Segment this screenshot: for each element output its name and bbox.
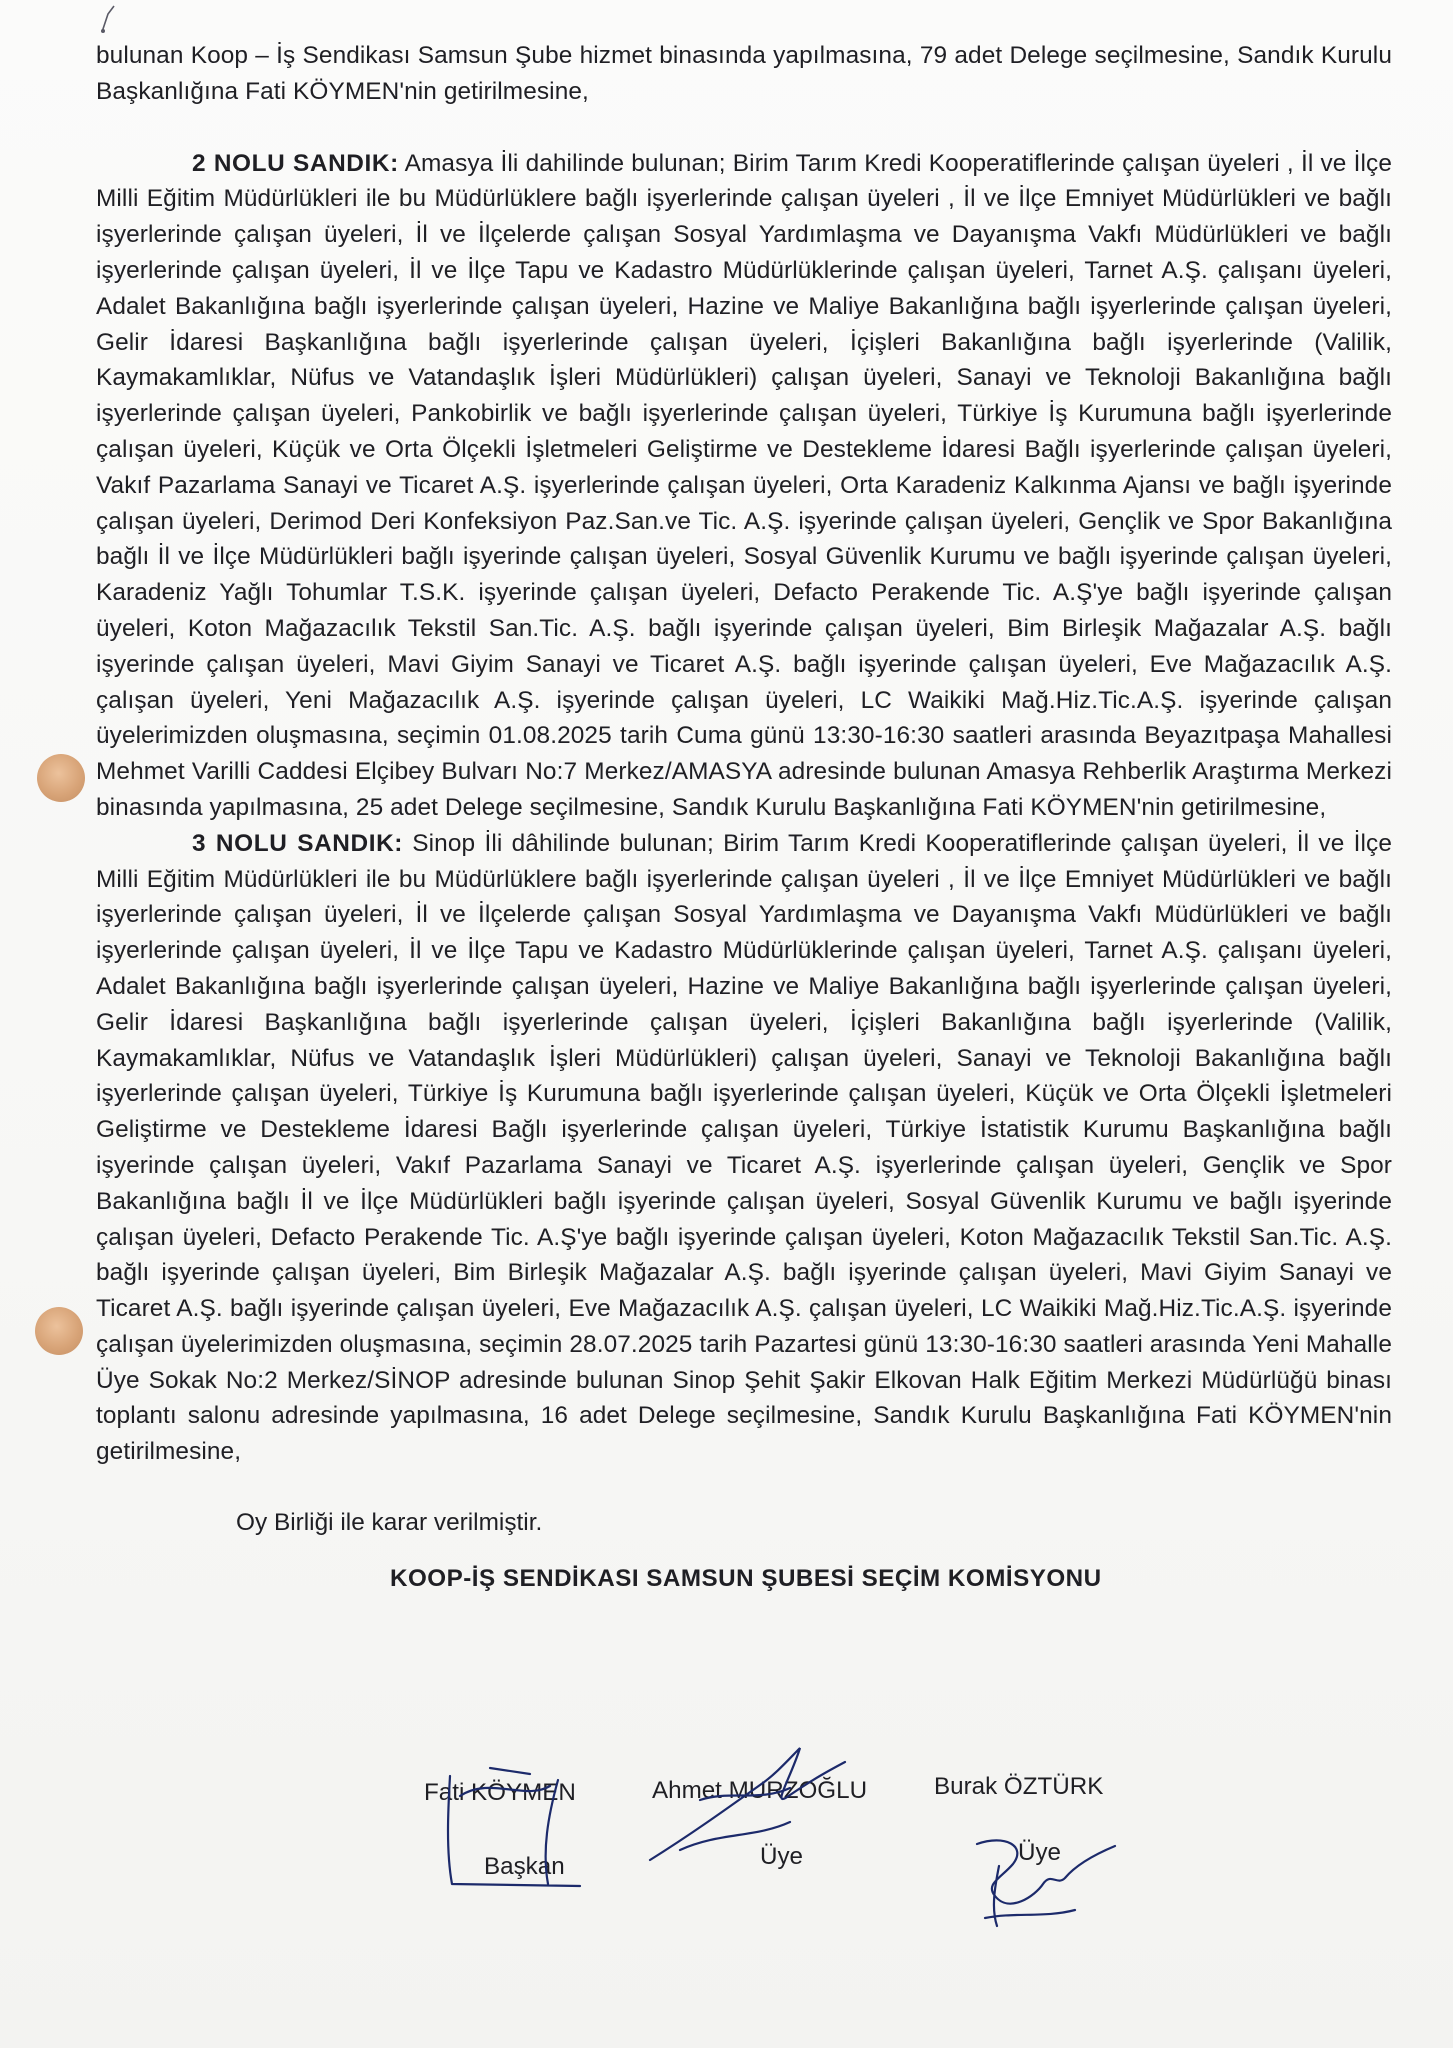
signatory-name: Fati KÖYMEN [424, 1779, 576, 1806]
signatory-role: Başkan [484, 1853, 565, 1880]
signature-scribble [965, 1826, 1125, 1936]
paragraph-continuation: bulunan Koop – İş Sendikası Samsun Şube hizmet binasında yapılmasına, 79 adet Delege seçilmesine, Sandık Kurulu Başkanlığına Fati KÖYMEN'nin getirilmesine, [96, 42, 1392, 105]
ballot-2-heading: 2 NOLU SANDIK: [192, 149, 399, 177]
punch-hole [35, 1307, 83, 1355]
ballot-3-heading: 3 NOLU SANDIK: [192, 829, 404, 857]
committee-title: KOOP-İŞ SENDİKASI SAMSUN ŞUBESİ SEÇİM KOMİSYONU [390, 1565, 1102, 1593]
punch-hole [37, 754, 85, 802]
pen-mark-icon [100, 4, 120, 34]
ballot-2-text: Amasya İli dahilinde bulunan; Birim Tarım Kredi Kooperatiflerinde çalışan üyeleri , İl ve İlçe Milli Eğitim Müdürlükleri ile bu Müdürlüklere bağlı işyerlerinde çalışan üyeleri , İl ve İlçe Emniyet Müdürlükleri ve bağlı işyerlerinde çalışan üyeleri, İl ve İlçelerde çalışan Sosyal Yardımlaşma ve Dayanışma Vakfı Müdürlükleri ve bağlı işyerlerinde çalışan üyeleri, İl ve İlçe Tapu ve Kadastro Müdürlüklerinde çalışan üyeleri, Tarnet A.Ş. çalışanı üyeleri, Adalet Bakanlığına bağlı işyerlerinde çalışan üyeleri, Hazine ve Maliye Bakanlığına bağlı işyerlerinde çalışan üyeleri, Gelir İdaresi Başkanlığına bağlı işyerlerinde çalışan üyeleri, İçişleri Bakanlığına bağlı işyerlerinde (Valilik, Kaymakamlıklar, Nüfus ve Vatandaşlık İşleri Müdürlükleri) çalışan üyeleri, Sanayi ve Teknoloji Bakanlığına bağlı işyerlerinde çalışan üyeleri, Pankobirlik ve bağlı işyerlerinde çalışan üyeleri, Türkiye İş Kurumuna bağlı işyerlerinde çalışan üyeleri, Küçük ve Orta Ölçekli İşletmeleri Geliştirme ve Destekleme İdaresi Bağlı işyerlerinde çalışan üyeleri, Vakıf Pazarlama Sanayi ve Ticaret A.Ş. işyerlerinde çalışan üyeleri, Orta Karadeniz Kalkınma Ajansı ve bağlı işyerinde çalışan üyeleri, Derimod Deri Konfeksiyon Paz.San.ve Tic. A.Ş. işyerinde çalışan üyeleri, Gençlik ve Spor Bakanlığına bağlı İl ve İlçe Müdürlükleri bağlı işyerinde çalışan üyeleri, Sosyal Güvenlik Kurumu ve bağlı işyerinde çalışan üyeleri, Karadeniz Yağlı Tohumlar T.S.K. işyerinde çalışan üyeleri, Defacto Perakende Tic. A.Ş'ye bağlı işyerinde çalışan üyeleri, Koton Mağazacılık Tekstil San.Tic. A.Ş. bağlı işyerinde çalışan üyeleri, Bim Birleşik Mağazalar A.Ş. bağlı işyerinde çalışan üyeleri, Mavi Giyim Sanayi ve Ticaret A.Ş. bağlı işyerinde çalışan üyeleri, Eve Mağazacılık A.Ş. çalışan üyeleri, Yeni Mağazacılık A.Ş. işyerinde çalışan üyeleri, LC Waikiki Mağ.Hiz.Tic.A.Ş. işyerinde çalışan üyelerimizden oluşmasına, seçimin 01.08.2025 tarih Cuma günü 13:30-16:30 saatleri arasında Beyazıtpaşa Mahallesi Mehmet Varilli Caddesi Elçibey Bulvarı No:7 Merkez/AMASYA adresinde bulunan Amasya Rehberlik Araştırma Merkezi binasında yapılmasına, 25 adet Delege seçilmesine, Sandık Kurulu Başkanlığına Fati KÖYMEN'nin getirilmesine, [96, 149, 1392, 821]
signature-block [0, 1773, 1453, 1896]
decision-statement: Oy Birliği ile karar verilmiştir. [236, 1509, 543, 1537]
ballot-2-paragraph [96, 146, 1392, 826]
signature-scribble [640, 1740, 860, 1880]
ballot-3-paragraph [96, 826, 1392, 1470]
signatory-name: Burak ÖZTÜRK [934, 1773, 1104, 1800]
ballot-3-text: Sinop İli dâhilinde bulunan; Birim Tarım Kredi Kooperatiflerinde çalışan üyeleri, İl ve İlçe Milli Eğitim Müdürlükleri ile bu Müdürlüklere bağlı işyerlerinde çalışan üyeleri , İl ve İlçe Emniyet Müdürlükleri ve bağlı işyerlerinde çalışan üyeleri, İl ve İlçelerde çalışan Sosyal Yardımlaşma ve Dayanışma Vakfı Müdürlükleri ve bağlı işyerlerinde çalışan üyeleri, İl ve İlçe Tapu ve Kadastro Müdürlüklerinde çalışan üyeleri, Tarnet A.Ş. çalışanı üyeleri, Adalet Bakanlığına bağlı işyerlerinde çalışan üyeleri, Hazine ve Maliye Bakanlığına bağlı işyerlerinde çalışan üyeleri, Gelir İdaresi Başkanlığına bağlı işyerlerinde çalışan üyeleri, İçişleri Bakanlığına bağlı işyerlerinde (Valilik, Kaymakamlıklar, Nüfus ve Vatandaşlık İşleri Müdürlükleri) çalışan üyeleri, Sanayi ve Teknoloji Bakanlığına bağlı işyerlerinde çalışan üyeleri, Türkiye İş Kurumuna bağlı işyerlerinde çalışan üyeleri, Küçük ve Orta Ölçekli İşletmeleri Geliştirme ve Destekleme İdaresi Bağlı işyerlerinde çalışan üyeleri, Türkiye İstatistik Kurumu Başkanlığına bağlı işyerinde çalışan üyeleri, Vakıf Pazarlama Sanayi ve Ticaret A.Ş. işyerlerinde çalışan üyeleri, Gençlik ve Spor Bakanlığına bağlı İl ve İlçe Müdürlükleri bağlı işyerinde çalışan üyeleri, Sosyal Güvenlik Kurumu ve bağlı işyerinde çalışan üyeleri, Defacto Perakende Tic. A.Ş'ye bağlı işyerinde çalışan üyeleri, Koton Mağazacılık Tekstil San.Tic. A.Ş. bağlı işyerinde çalışan üyeleri, Bim Birleşik Mağazalar A.Ş. bağlı işyerinde çalışan üyeleri, Mavi Giyim Sanayi ve Ticaret A.Ş. bağlı işyerinde çalışan üyeleri, Eve Mağazacılık A.Ş. çalışan üyeleri, LC Waikiki Mağ.Hiz.Tic.A.Ş. işyerinde çalışan üyelerimizden oluşmasına, seçimin 28.07.2025 tarih Pazartesi günü 13:30-16:30 saatleri arasında Yeni Mahalle Üye Sokak No:2 Merkez/SİNOP adresinde bulunan Sinop Şehit Şakir Elkovan Halk Eğitim Merkezi Müdürlüğü binası toplantı salonu adresinde yapılmasına, 16 adet Delege seçilmesine, Sandık Kurulu Başkanlığına Fati KÖYMEN'nin getirilmesine, [96, 829, 1392, 1466]
signature-scribble [430, 1756, 600, 1896]
signatory-role: Üye [1018, 1839, 1062, 1866]
document-body [96, 38, 1392, 1596]
signatory-role: Üye [760, 1843, 804, 1870]
signatory-name: Ahmet MURZOĞLU [652, 1777, 868, 1804]
